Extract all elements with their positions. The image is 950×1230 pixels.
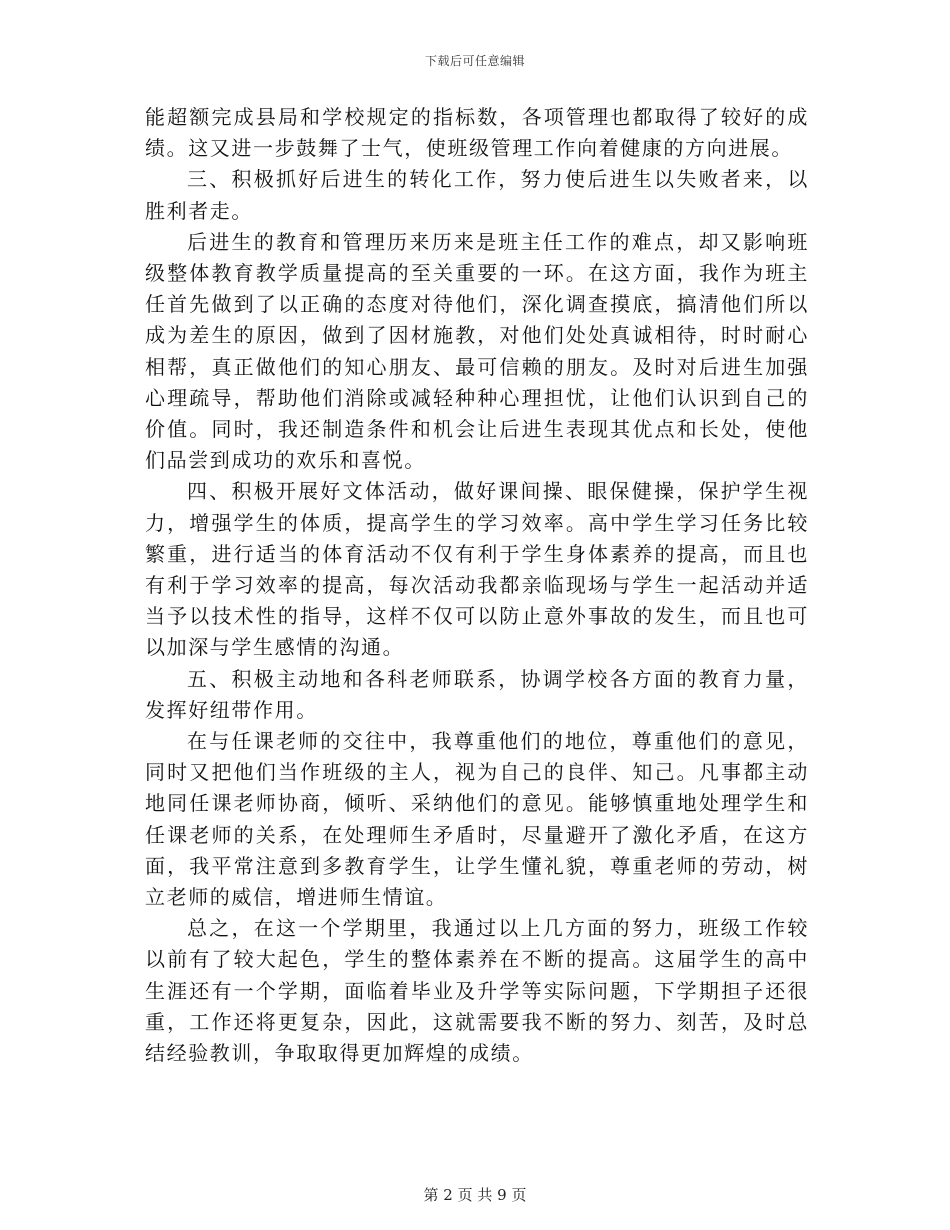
section-heading-4: 四、积极开展好文体活动，做好课间操、眼保健操，保护学生视力，增强学生的体质，提高学生的学习效率。高中学生学习任务比较繁重，进行适当的体育活动不仅有利于学生身体素养的提高，而且也有利于学习效率的提高，每次活动我都亲临现场与学生一起活动并适当予以技术性的指导，这样不仅可以防止意外事故的发生，而且也可以加深与学生感情的沟通。 bbox=[145, 479, 809, 660]
paragraph-continuation: 能超额完成县局和学校规定的指标数，各项管理也都取得了较好的成绩。这又进一步鼓舞了士气，使班级管理工作向着健康的方向进展。 bbox=[145, 105, 809, 161]
page-number: 第 2 页 共 9 页 bbox=[423, 1186, 527, 1204]
document-body bbox=[145, 102, 809, 1069]
paragraph: 后进生的教育和管理历来历来是班主任工作的难点，却又影响班级整体教育教学质量提高的至关重要的一环。在这方面，我作为班主任首先做到了以正确的态度对待他们，深化调查摸底，搞清他们所以成为差生的原因，做到了因材施教，对他们处处真诚相待，时时耐心相帮，真正做他们的知心朋友、最可信赖的朋友。及时对后进生加强心理疏导，帮助他们消除或减轻种种心理担忧，让他们认识到自己的价值。同时，我还制造条件和机会让后进生表现其优点和长处，使他们品尝到成功的欢乐和喜悦。 bbox=[145, 229, 809, 473]
section-heading-3: 三、积极抓好后进生的转化工作，努力使后进生以失败者来，以胜利者走。 bbox=[145, 167, 809, 223]
paragraph-conclusion: 总之，在这一个学期里，我通过以上几方面的努力，班级工作较以前有了较大起色，学生的整体素养在不断的提高。这届学生的高中生涯还有一个学期，面临着毕业及升学等实际问题，下学期担子还很重，工作还将更复杂，因此，这就需要我不断的努力、刻苦，及时总结经验教训，争取取得更加辉煌的成绩。 bbox=[145, 916, 809, 1066]
paragraph: 在与任课老师的交往中，我尊重他们的地位，尊重他们的意见，同时又把他们当作班级的主人，视为自己的良伴、知己。凡事都主动地同任课老师协商，倾听、采纳他们的意见。能够慎重地处理学生和任课老师的关系，在处理师生矛盾时，尽量避开了激化矛盾，在这方面，我平常注意到多教育学生，让学生懂礼貌，尊重老师的劳动，树立老师的威信，增进师生情谊。 bbox=[145, 729, 809, 910]
page-header: 下载后可任意编辑 bbox=[424, 54, 525, 68]
section-heading-5: 五、积极主动地和各科老师联系，协调学校各方面的教育力量，发挥好纽带作用。 bbox=[145, 666, 809, 722]
